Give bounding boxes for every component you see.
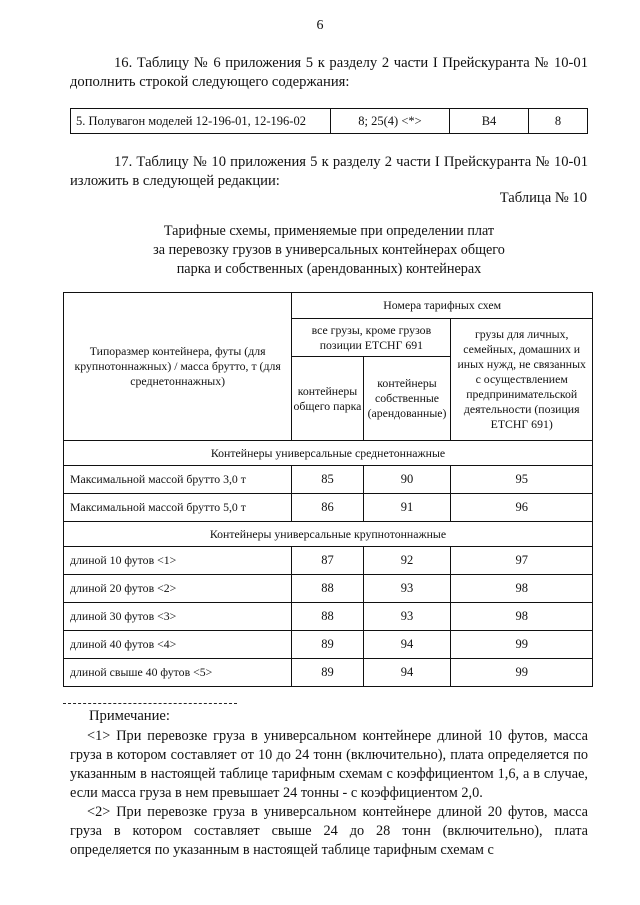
notes-body: [70, 727, 588, 860]
cell-personal: 98: [451, 603, 593, 631]
row-label: длиной 40 футов <4>: [64, 631, 292, 659]
table-title-line-3: парка и собственных (арендованных) контейнерах: [176, 261, 482, 277]
row-label: длиной 30 футов <3>: [64, 603, 292, 631]
table-row: [64, 494, 593, 522]
cell-personal: 99: [451, 631, 593, 659]
header-container-size: Типоразмер контейнера, футы (для крупнотоннажных) / масса брутто, т (для среднетоннажных): [64, 293, 292, 441]
table-title: [70, 222, 588, 279]
added-row-name: 5. Полувагон моделей 12-196-01, 12-196-02: [71, 109, 331, 134]
cell-own: 93: [363, 575, 451, 603]
cell-own: 93: [363, 603, 451, 631]
header-tariff-schemes: Номера тарифных схем: [292, 293, 593, 319]
section-large-containers: Контейнеры универсальные крупнотоннажные: [64, 522, 593, 547]
table-row: [64, 659, 593, 687]
table-row: [64, 466, 593, 494]
cell-personal: 97: [451, 547, 593, 575]
cell-common: 86: [292, 494, 363, 522]
section-medium-containers: Контейнеры универсальные среднетоннажные: [64, 441, 593, 466]
cell-own: 94: [363, 659, 451, 687]
table-row: [64, 603, 593, 631]
table-label: Таблица № 10: [499, 190, 587, 206]
tariff-table: [63, 292, 593, 687]
table-row: [64, 575, 593, 603]
cell-common: 89: [292, 659, 363, 687]
table-row: [64, 631, 593, 659]
cell-personal: 95: [451, 466, 593, 494]
added-row-table: [70, 108, 588, 134]
cell-common: 89: [292, 631, 363, 659]
cell-own: 92: [363, 547, 451, 575]
cell-personal: 99: [451, 659, 593, 687]
header-common-containers: контейнеры общего парка: [292, 357, 363, 441]
table-row: [64, 547, 593, 575]
row-label: длиной свыше 40 футов <5>: [64, 659, 292, 687]
added-row-scheme: 8; 25(4) <*>: [331, 109, 450, 134]
header-all-goods: все грузы, кроме грузов позиции ЕТСНГ 691: [292, 319, 451, 357]
cell-common: 88: [292, 575, 363, 603]
item-16-text: 16. Таблицу № 6 приложения 5 к разделу 2 части I Прейскуранта № 10-01 дополнить строкой следующего содержания:: [70, 55, 588, 90]
cell-common: 88: [292, 603, 363, 631]
table-title-line-2: за перевозку грузов в универсальных контейнерах общего: [153, 242, 505, 258]
item-17-text: 17. Таблицу № 10 приложения 5 к разделу 2 части I Прейскуранта № 10-01 изложить в следующей редакции:: [70, 154, 588, 189]
cell-own: 90: [363, 466, 451, 494]
added-row-value: 8: [529, 109, 588, 134]
notes-heading: Примечание:: [89, 708, 170, 724]
row-label: Максимальной массой брутто 5,0 т: [64, 494, 292, 522]
row-label: длиной 10 футов <1>: [64, 547, 292, 575]
added-row-code: В4: [450, 109, 529, 134]
note-1: <1> При перевозке груза в универсальном контейнере длиной 10 футов, масса груза в котором составляет от 10 до 24 тонн (включительно), плата определяется по указанным в настоящей таблице тарифным схемам с коэффициентом 1,6, а в случае, если масса груза в нем превышает 24 тонны - с коэффициентом 2,0.: [70, 728, 588, 801]
cell-common: 87: [292, 547, 363, 575]
cell-own: 94: [363, 631, 451, 659]
cell-personal: 98: [451, 575, 593, 603]
header-personal-goods: грузы для личных, семейных, домашних и иных нужд, не связанных с осуществлением предпринимательской деятельности (позиция ЕТСНГ 691): [451, 319, 593, 441]
cell-common: 85: [292, 466, 363, 494]
note-2: <2> При перевозке груза в универсальном контейнере длиной 20 футов, масса груза в котором составляет свыше 24 до 28 тонн (включительно), плата определяется по указанным в настоящей таблице тарифным схемам с: [70, 804, 588, 858]
footnote-separator: [63, 703, 237, 704]
row-label: Максимальной массой брутто 3,0 т: [64, 466, 292, 494]
page-number: 6: [316, 18, 324, 33]
row-label: длиной 20 футов <2>: [64, 575, 292, 603]
table-title-line-1: Тарифные схемы, применяемые при определении плат: [163, 223, 495, 239]
cell-personal: 96: [451, 494, 593, 522]
header-own-containers: контейнеры собственные (арендованные): [363, 357, 451, 441]
cell-own: 91: [363, 494, 451, 522]
